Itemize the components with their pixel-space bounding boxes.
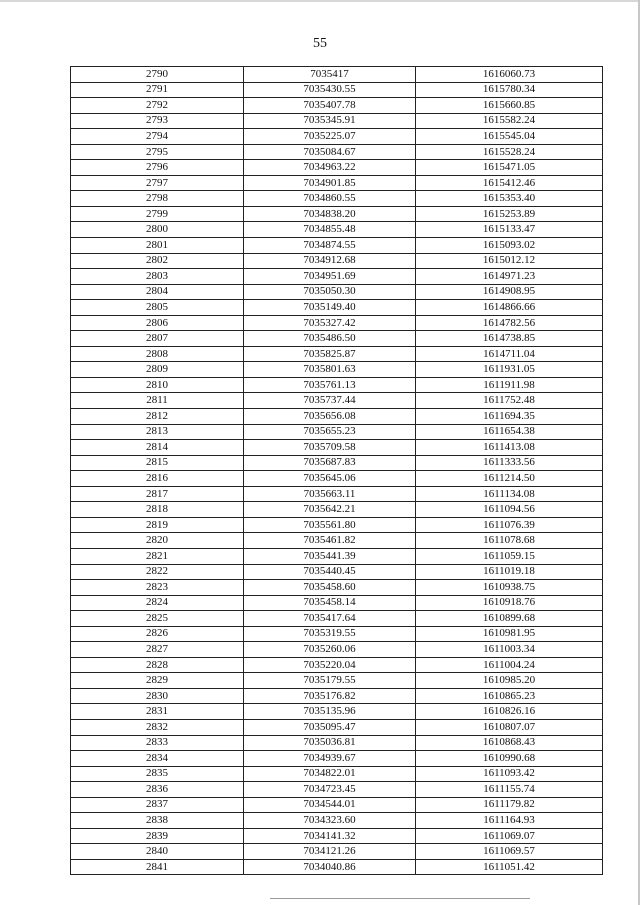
table-row — [71, 673, 603, 689]
point-number-cell: 2816 — [71, 471, 244, 487]
x-coordinate-cell: 7035561.80 — [244, 517, 416, 533]
x-coordinate-cell: 7035458.60 — [244, 580, 416, 596]
y-coordinate-cell: 1610826.16 — [416, 704, 603, 720]
y-coordinate-cell: 1615780.34 — [416, 82, 603, 98]
x-coordinate-cell: 7035149.40 — [244, 300, 416, 316]
x-coordinate-cell: 7034951.69 — [244, 269, 416, 285]
y-coordinate-cell: 1611003.34 — [416, 642, 603, 658]
x-coordinate-cell: 7035645.06 — [244, 471, 416, 487]
x-coordinate-cell: 7034874.55 — [244, 238, 416, 254]
y-coordinate-cell: 1610918.76 — [416, 595, 603, 611]
table-row — [71, 284, 603, 300]
table-row — [71, 704, 603, 720]
x-coordinate-cell: 7035179.55 — [244, 673, 416, 689]
table-row — [71, 797, 603, 813]
point-number-cell: 2822 — [71, 564, 244, 580]
point-number-cell: 2814 — [71, 440, 244, 456]
table-row — [71, 98, 603, 114]
point-number-cell: 2835 — [71, 766, 244, 782]
scan-edge-bottom — [270, 898, 530, 899]
x-coordinate-cell: 7034141.32 — [244, 828, 416, 844]
y-coordinate-cell: 1611694.35 — [416, 409, 603, 425]
point-number-cell: 2817 — [71, 486, 244, 502]
point-number-cell: 2801 — [71, 238, 244, 254]
point-number-cell: 2826 — [71, 626, 244, 642]
x-coordinate-cell: 7035663.11 — [244, 486, 416, 502]
point-number-cell: 2828 — [71, 657, 244, 673]
table-row — [71, 362, 603, 378]
y-coordinate-cell: 1614711.04 — [416, 346, 603, 362]
x-coordinate-cell: 7035135.96 — [244, 704, 416, 720]
y-coordinate-cell: 1611093.42 — [416, 766, 603, 782]
x-coordinate-cell: 7035656.08 — [244, 409, 416, 425]
table-row — [71, 782, 603, 798]
y-coordinate-cell: 1611059.15 — [416, 548, 603, 564]
point-number-cell: 2790 — [71, 67, 244, 83]
y-coordinate-cell: 1615353.40 — [416, 191, 603, 207]
x-coordinate-cell: 7034723.45 — [244, 782, 416, 798]
x-coordinate-cell: 7035319.55 — [244, 626, 416, 642]
point-number-cell: 2839 — [71, 828, 244, 844]
point-number-cell: 2800 — [71, 222, 244, 238]
table-row — [71, 455, 603, 471]
point-number-cell: 2806 — [71, 315, 244, 331]
x-coordinate-cell: 7034040.86 — [244, 859, 416, 875]
x-coordinate-cell: 7035084.67 — [244, 144, 416, 160]
table-row — [71, 517, 603, 533]
table-row — [71, 766, 603, 782]
x-coordinate-cell: 7035407.78 — [244, 98, 416, 114]
y-coordinate-cell: 1610990.68 — [416, 751, 603, 767]
point-number-cell: 2834 — [71, 751, 244, 767]
x-coordinate-cell: 7034912.68 — [244, 253, 416, 269]
y-coordinate-cell: 1615093.02 — [416, 238, 603, 254]
point-number-cell: 2809 — [71, 362, 244, 378]
x-coordinate-cell: 7035825.87 — [244, 346, 416, 362]
point-number-cell: 2794 — [71, 129, 244, 145]
table-row — [71, 144, 603, 160]
x-coordinate-cell: 7035430.55 — [244, 82, 416, 98]
table-row — [71, 67, 603, 83]
y-coordinate-cell: 1610938.75 — [416, 580, 603, 596]
x-coordinate-cell: 7035642.21 — [244, 502, 416, 518]
point-number-cell: 2836 — [71, 782, 244, 798]
table-row — [71, 82, 603, 98]
y-coordinate-cell: 1611155.74 — [416, 782, 603, 798]
table-row — [71, 595, 603, 611]
y-coordinate-cell: 1615471.05 — [416, 160, 603, 176]
table-row — [71, 657, 603, 673]
x-coordinate-cell: 7035458.14 — [244, 595, 416, 611]
point-number-cell: 2797 — [71, 175, 244, 191]
table-row — [71, 409, 603, 425]
y-coordinate-cell: 1611019.18 — [416, 564, 603, 580]
point-number-cell: 2791 — [71, 82, 244, 98]
x-coordinate-cell: 7034901.85 — [244, 175, 416, 191]
y-coordinate-cell: 1614908.95 — [416, 284, 603, 300]
y-coordinate-cell: 1611654.38 — [416, 424, 603, 440]
y-coordinate-cell: 1611752.48 — [416, 393, 603, 409]
y-coordinate-cell: 1611051.42 — [416, 859, 603, 875]
table-row — [71, 377, 603, 393]
page-number: 55 — [313, 36, 327, 51]
x-coordinate-cell: 7035095.47 — [244, 719, 416, 735]
y-coordinate-cell: 1611931.05 — [416, 362, 603, 378]
point-number-cell: 2815 — [71, 455, 244, 471]
table-row — [71, 859, 603, 875]
y-coordinate-cell: 1615133.47 — [416, 222, 603, 238]
table-row — [71, 486, 603, 502]
x-coordinate-cell: 7035709.58 — [244, 440, 416, 456]
y-coordinate-cell: 1611069.57 — [416, 844, 603, 860]
x-coordinate-cell: 7035225.07 — [244, 129, 416, 145]
y-coordinate-cell: 1614738.85 — [416, 331, 603, 347]
x-coordinate-cell: 7035417 — [244, 67, 416, 83]
table-row — [71, 222, 603, 238]
y-coordinate-cell: 1611333.56 — [416, 455, 603, 471]
table-row — [71, 206, 603, 222]
table-row — [71, 331, 603, 347]
table-row — [71, 346, 603, 362]
table-row — [71, 751, 603, 767]
point-number-cell: 2810 — [71, 377, 244, 393]
point-number-cell: 2838 — [71, 813, 244, 829]
table-row — [71, 160, 603, 176]
point-number-cell: 2821 — [71, 548, 244, 564]
table-row — [71, 253, 603, 269]
x-coordinate-cell: 7035761.13 — [244, 377, 416, 393]
x-coordinate-cell: 7035461.82 — [244, 533, 416, 549]
y-coordinate-cell: 1610985.20 — [416, 673, 603, 689]
x-coordinate-cell: 7035687.83 — [244, 455, 416, 471]
point-number-cell: 2803 — [71, 269, 244, 285]
y-coordinate-cell: 1611069.07 — [416, 828, 603, 844]
point-number-cell: 2796 — [71, 160, 244, 176]
table-row — [71, 828, 603, 844]
point-number-cell: 2812 — [71, 409, 244, 425]
y-coordinate-cell: 1611076.39 — [416, 517, 603, 533]
y-coordinate-cell: 1610807.07 — [416, 719, 603, 735]
point-number-cell: 2813 — [71, 424, 244, 440]
x-coordinate-cell: 7035176.82 — [244, 688, 416, 704]
x-coordinate-cell: 7035036.81 — [244, 735, 416, 751]
y-coordinate-cell: 1611164.93 — [416, 813, 603, 829]
x-coordinate-cell: 7035327.42 — [244, 315, 416, 331]
y-coordinate-cell: 1611004.24 — [416, 657, 603, 673]
coordinates-table-body — [71, 67, 603, 875]
point-number-cell: 2811 — [71, 393, 244, 409]
y-coordinate-cell: 1610981.95 — [416, 626, 603, 642]
table-row — [71, 129, 603, 145]
point-number-cell: 2807 — [71, 331, 244, 347]
x-coordinate-cell: 7034939.67 — [244, 751, 416, 767]
scan-edge-top — [0, 0, 640, 2]
y-coordinate-cell: 1610865.23 — [416, 688, 603, 704]
point-number-cell: 2825 — [71, 611, 244, 627]
y-coordinate-cell: 1611413.08 — [416, 440, 603, 456]
point-number-cell: 2823 — [71, 580, 244, 596]
point-number-cell: 2833 — [71, 735, 244, 751]
y-coordinate-cell: 1614782.56 — [416, 315, 603, 331]
x-coordinate-cell: 7035486.50 — [244, 331, 416, 347]
table-row — [71, 580, 603, 596]
point-number-cell: 2827 — [71, 642, 244, 658]
y-coordinate-cell: 1611094.56 — [416, 502, 603, 518]
point-number-cell: 2824 — [71, 595, 244, 611]
point-number-cell: 2808 — [71, 346, 244, 362]
table-row — [71, 315, 603, 331]
table-row — [71, 191, 603, 207]
point-number-cell: 2804 — [71, 284, 244, 300]
x-coordinate-cell: 7035441.39 — [244, 548, 416, 564]
point-number-cell: 2832 — [71, 719, 244, 735]
table-row — [71, 642, 603, 658]
point-number-cell: 2837 — [71, 797, 244, 813]
x-coordinate-cell: 7035801.63 — [244, 362, 416, 378]
y-coordinate-cell: 1615545.04 — [416, 129, 603, 145]
y-coordinate-cell: 1611134.08 — [416, 486, 603, 502]
table-row — [71, 719, 603, 735]
table-row — [71, 564, 603, 580]
y-coordinate-cell: 1615412.46 — [416, 175, 603, 191]
x-coordinate-cell: 7035260.06 — [244, 642, 416, 658]
x-coordinate-cell: 7034544.01 — [244, 797, 416, 813]
point-number-cell: 2818 — [71, 502, 244, 518]
point-number-cell: 2831 — [71, 704, 244, 720]
y-coordinate-cell: 1616060.73 — [416, 67, 603, 83]
point-number-cell: 2840 — [71, 844, 244, 860]
table-row — [71, 424, 603, 440]
x-coordinate-cell: 7035655.23 — [244, 424, 416, 440]
table-row — [71, 471, 603, 487]
table-row — [71, 393, 603, 409]
y-coordinate-cell: 1611078.68 — [416, 533, 603, 549]
x-coordinate-cell: 7035345.91 — [244, 113, 416, 129]
point-number-cell: 2792 — [71, 98, 244, 114]
x-coordinate-cell: 7035417.64 — [244, 611, 416, 627]
y-coordinate-cell: 1611179.82 — [416, 797, 603, 813]
table-row — [71, 269, 603, 285]
point-number-cell: 2795 — [71, 144, 244, 160]
table-row — [71, 238, 603, 254]
point-number-cell: 2798 — [71, 191, 244, 207]
x-coordinate-cell: 7034838.20 — [244, 206, 416, 222]
x-coordinate-cell: 7034860.55 — [244, 191, 416, 207]
coordinates-table — [70, 66, 603, 875]
table-row — [71, 844, 603, 860]
point-number-cell: 2830 — [71, 688, 244, 704]
x-coordinate-cell: 7034963.22 — [244, 160, 416, 176]
x-coordinate-cell: 7034323.60 — [244, 813, 416, 829]
table-row — [71, 533, 603, 549]
table-row — [71, 688, 603, 704]
y-coordinate-cell: 1614866.66 — [416, 300, 603, 316]
x-coordinate-cell: 7034121.26 — [244, 844, 416, 860]
point-number-cell: 2805 — [71, 300, 244, 316]
point-number-cell: 2819 — [71, 517, 244, 533]
y-coordinate-cell: 1610899.68 — [416, 611, 603, 627]
y-coordinate-cell: 1615528.24 — [416, 144, 603, 160]
y-coordinate-cell: 1610868.43 — [416, 735, 603, 751]
point-number-cell: 2802 — [71, 253, 244, 269]
point-number-cell: 2841 — [71, 859, 244, 875]
y-coordinate-cell: 1615253.89 — [416, 206, 603, 222]
x-coordinate-cell: 7034822.01 — [244, 766, 416, 782]
x-coordinate-cell: 7035050.30 — [244, 284, 416, 300]
x-coordinate-cell: 7035737.44 — [244, 393, 416, 409]
table-row — [71, 300, 603, 316]
table-row — [71, 813, 603, 829]
table-row — [71, 626, 603, 642]
y-coordinate-cell: 1611214.50 — [416, 471, 603, 487]
table-row — [71, 548, 603, 564]
point-number-cell: 2799 — [71, 206, 244, 222]
y-coordinate-cell: 1615660.85 — [416, 98, 603, 114]
y-coordinate-cell: 1615582.24 — [416, 113, 603, 129]
point-number-cell: 2829 — [71, 673, 244, 689]
x-coordinate-cell: 7035440.45 — [244, 564, 416, 580]
x-coordinate-cell: 7034855.48 — [244, 222, 416, 238]
table-row — [71, 113, 603, 129]
x-coordinate-cell: 7035220.04 — [244, 657, 416, 673]
point-number-cell: 2793 — [71, 113, 244, 129]
table-row — [71, 175, 603, 191]
y-coordinate-cell: 1615012.12 — [416, 253, 603, 269]
table-row — [71, 440, 603, 456]
point-number-cell: 2820 — [71, 533, 244, 549]
y-coordinate-cell: 1614971.23 — [416, 269, 603, 285]
table-row — [71, 735, 603, 751]
table-row — [71, 502, 603, 518]
table-row — [71, 611, 603, 627]
y-coordinate-cell: 1611911.98 — [416, 377, 603, 393]
